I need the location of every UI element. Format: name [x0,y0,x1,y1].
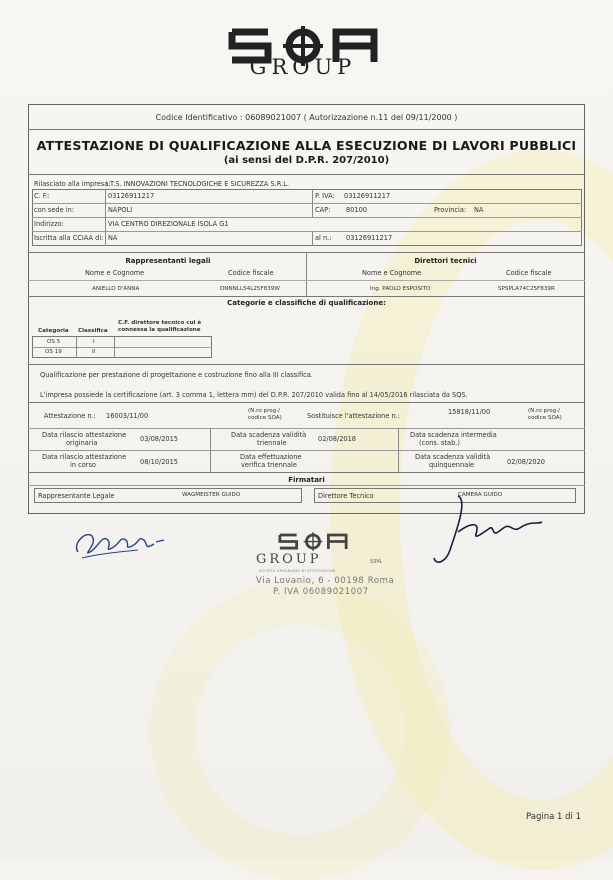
scad-trien-value: 02/08/2018 [318,435,357,443]
rapp-col-cf: Codice fiscale [228,269,274,277]
cat-col-cf-2: connessa la qualificazione [118,327,201,333]
sostituisce-label: Sostituisce l'attestazione n.: [307,412,401,420]
page-number: Pagina 1 di 1 [526,812,581,822]
dir-col-nome: Nome e Cognome [362,269,422,277]
cat-row-2-categoria: OS 19 [45,349,62,355]
row-line [32,347,212,348]
attestazione-value: 16003/11/00 [106,412,149,420]
rilascio-corso-label-1: Data rilascio attestazione [42,453,127,461]
scad-quin-label-2: quinquennale [429,461,475,469]
verifica-label-1: Data effettuazione [240,453,302,461]
row-line [28,428,585,429]
soa-footer-logo [278,530,348,554]
dir-cf: SPSPLA74C25F839R [498,286,555,292]
col-line [105,189,106,246]
cciaa-value: NA [108,234,118,242]
col-line [210,428,211,472]
firmatari-title: Firmatari [288,476,325,484]
rapp-nome: ANIELLO D'ANNA [92,286,140,292]
row-line [32,231,582,232]
sede-value: NAPOLI [108,206,133,214]
row-line [28,450,585,451]
direttori-title: Direttori tecnici [414,257,477,265]
aln-label: al n.: [315,234,332,242]
indirizzo-label: Indirizzo: [34,220,64,228]
cf-value: 03126911217 [108,192,155,200]
dir-nome: Ing. PAOLO ESPOSITO [370,286,431,292]
rilascio-orig-label-1: Data rilascio attestazione [42,431,127,439]
rilasciato-value: I.T.S. INNOVAZIONI TECNOLOGICHE E SICUREZZA S.R.L. [106,180,289,188]
firma-dir-label: Direttore Tecnico [318,492,374,500]
categorie-title: Categorie e classifiche di qualificazione: [227,299,386,307]
piva-value: 03126911217 [344,192,391,200]
row-line [32,217,582,218]
rapp-col-nome: Nome e Cognome [85,269,145,277]
divider [28,364,585,365]
rilascio-orig-label-2: originaria [66,439,98,447]
cat-row-1-categoria: OS 5 [47,339,61,345]
cat-col-classifica: Classifica [78,328,108,334]
footer-address: Via Lovanio, 6 - 00198 Roma [256,576,395,586]
rappresentanti-title: Rappresentanti legali [125,257,211,265]
col-line [398,428,399,472]
watermark-arc-lower [150,580,450,880]
col-line [76,336,77,358]
cat-row-2-classifica: II [92,349,96,355]
provincia-value: NA [474,206,484,214]
divider [28,472,585,473]
row-line [28,485,585,486]
signature-direttore [428,492,548,572]
cat-col-cf-1: C.F. direttore tecnico cui è [118,320,202,326]
scad-quin-value: 02/08/2020 [507,458,546,466]
provincia-label: Provincia: [434,206,467,214]
piva-label: P. IVA: [315,192,335,200]
note-certificazione: L'impresa possiede la certificazione (art. 3 comma 1, lettera mm) del D.P.R. 207/2010 valida fino al 14/05/2016 rilasciata da SQS. [40,391,468,399]
dir-col-cf: Codice fiscale [506,269,552,277]
scad-trien-label-1: Data scadenza validità [231,431,307,439]
codice-identificativo: Codice Identificativo : 06089021007 ( Autorizzazione n.11 del 09/11/2000 ) [155,113,458,122]
rapp-cf: DNNNLL54L25F839W [220,286,280,292]
document-title: ATTESTAZIONE DI QUALIFICAZIONE ALLA ESECUZIONE DI LAVORI PUBBLICI [36,138,577,153]
aln-value: 03126911217 [346,234,393,242]
footer-spa: SPA [370,559,382,565]
divider [28,129,585,130]
cf-label: C. F.: [34,192,50,200]
scad-trien-label-2: triennale [257,439,287,447]
row-line [32,203,582,204]
cap-value: 80100 [346,206,367,214]
sostituisce-prog-1: (N.ro prog./ [528,408,560,414]
verifica-label-2: verifica triennale [241,461,297,469]
scad-inter-label-1: Data scadenza intermedia [410,431,497,439]
attestazione-label: Attestazione n.: [44,412,96,420]
rilascio-corso-label-2: in corso [70,461,96,469]
footer-piva: P. IVA 06089021007 [273,587,369,597]
col-line [312,203,313,217]
col-line [312,189,313,203]
sede-label: con sede in: [34,206,74,214]
cciaa-label: Iscritta alla CCIAA di: [34,234,104,242]
rilascio-orig-value: 03/08/2015 [140,435,179,443]
cat-row-1-classifica: I [93,339,95,345]
cap-label: CAP: [315,206,331,214]
cat-col-categoria: Categoria [38,328,69,334]
scad-inter-label-2: (cons. stab.) [419,439,460,447]
signature-rappresentante [68,522,178,562]
firma-rapp-label: Rappresentante Legale [38,492,115,500]
indirizzo-value: VIA CENTRO DIREZIONALE ISOLA G1 [108,220,229,228]
footer-group-text: GROUP [256,552,322,567]
divider [28,174,585,175]
col-line [312,231,313,246]
sostituisce-value: 15818/11/00 [448,408,491,416]
rilascio-corso-value: 08/10/2015 [140,458,179,466]
divider [28,402,585,403]
rilasciato-label: Rilasciato alla impresa: [34,180,111,188]
sostituisce-prog-2: codice SOA) [528,415,562,421]
attestazione-prog-2: codice SOA) [248,415,282,421]
col-line [114,336,115,358]
note-progettazione: Qualificazione per prestazione di progettazione e costruzione fino alla III classifica. [40,371,313,379]
footer-tagline: SOCIETÀ ORGANISMO DI ATTESTAZIONE [259,569,336,573]
scad-quin-label-1: Data scadenza validità [415,453,491,461]
divider [28,296,585,297]
logo-group-text: GROUP [249,55,357,79]
firma-rapp-value: WAGMEISTER GUIDO [182,492,241,498]
attestazione-prog-1: (N.ro prog./ [248,408,280,414]
firma-dir-value: CAMERA GUIDO [458,492,503,498]
row-line [28,280,585,281]
document-subtitle: (ai sensi del D.P.R. 207/2010) [223,155,390,166]
